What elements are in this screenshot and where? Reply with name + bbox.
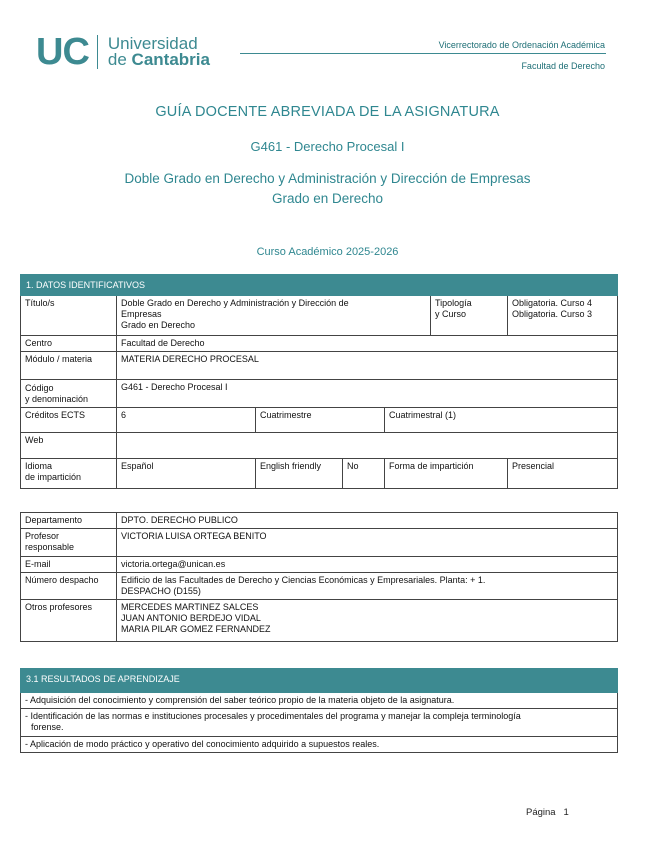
logo-line-2-prefix: de [107, 50, 127, 69]
responsable-label-line: responsable [25, 542, 75, 552]
otros-profesores-label: Otros profesores [21, 600, 117, 642]
despacho-label: Número despacho [21, 573, 117, 600]
logo-divider [97, 35, 98, 69]
despacho-value-line: DESPACHO (D155) [121, 586, 201, 596]
idioma-label-line: de impartición [25, 472, 82, 482]
tipologia-label-line: y Curso [435, 309, 467, 319]
centro-label: Centro [21, 336, 117, 352]
resultado-item: - Adquisición del conocimiento y comprensión del saber teórico propio de la materia objeto de la asignatura. [21, 693, 618, 709]
responsable-value: VICTORIA LUISA ORTEGA BENITO [117, 529, 618, 557]
otros-profesores-value [117, 600, 618, 642]
academic-year: Curso Académico 2025-2026 [256, 246, 399, 258]
departamento-value: DPTO. DERECHO PUBLICO [117, 513, 618, 529]
profesorado-table [20, 512, 618, 642]
departamento-label: Departamento [21, 513, 117, 529]
tipologia-label [431, 296, 508, 336]
idioma-label-line: Idioma [25, 461, 53, 471]
logo-wordmark [108, 36, 210, 68]
page-number-value: 1 [563, 807, 569, 818]
degree-title-2: Grado en Derecho [271, 191, 384, 206]
idioma-label [21, 459, 117, 489]
logo-line-1: Universidad [107, 34, 198, 53]
titulo-value-line: Empresas [121, 309, 162, 319]
responsable-label-line: Profesor [25, 531, 60, 541]
despacho-value-line: Edificio de las Facultades de Derecho y Ciencias Económicas y Empresariales. Planta: + 1. [121, 575, 486, 585]
resultado-item: - Aplicación de modo práctico y operativo del conocimiento adquirido a supuestos reales. [21, 737, 618, 753]
titulo-value-line: Doble Grado en Derecho y Administración y Dirección de [121, 298, 349, 308]
otro-profesor: MARIA PILAR GOMEZ FERNANDEZ [121, 624, 271, 634]
course-code-title: G461 - Derecho Procesal I [250, 139, 405, 154]
tipologia-value [508, 296, 618, 336]
titulo-label: Título/s [21, 296, 117, 336]
cuatrimestre-label: Cuatrimestre [256, 408, 385, 433]
resultados-table [20, 668, 618, 753]
faculty-label: Facultad de Derecho [521, 61, 605, 71]
codigo-value: G461 - Derecho Procesal I [117, 380, 618, 408]
page-label: Página [526, 807, 556, 818]
otro-profesor: MERCEDES MARTINEZ SALCES [121, 602, 259, 612]
creditos-value: 6 [117, 408, 256, 433]
forma-label: Forma de impartición [385, 459, 508, 489]
document-title: GUÍA DOCENTE ABREVIADA DE LA ASIGNATURA [155, 104, 500, 120]
creditos-label: Créditos ECTS [21, 408, 117, 433]
idioma-value: Español [117, 459, 256, 489]
resultado-line: forense. [31, 722, 64, 732]
vicerrectorado-label: Vicerrectorado de Ordenación Académica [438, 40, 605, 50]
modulo-label: Módulo / materia [21, 352, 117, 380]
logo-line-2 [108, 52, 210, 68]
degree-title-1: Doble Grado en Derecho y Administración y Dirección de Empresas [124, 171, 531, 186]
cuatrimestre-value: Cuatrimestral (1) [385, 408, 618, 433]
titulo-value [117, 296, 431, 336]
forma-value: Presencial [508, 459, 618, 489]
page-number [526, 807, 569, 818]
tipologia-label-line: Tipología [435, 298, 472, 308]
titulo-value-line: Grado en Derecho [121, 320, 196, 330]
despacho-value [117, 573, 618, 600]
tipologia-value-line: Obligatoria. Curso 3 [512, 309, 593, 319]
section-header-datos: 1. DATOS IDENTIFICATIVOS [21, 275, 618, 296]
logo-line-2-bold: Cantabria [131, 50, 210, 69]
resultado-line: - Identificación de las normas e instituciones procesales y procedimentales del programa y manejar la compleja terminología [25, 711, 521, 721]
section-header-resultados: 3.1 RESULTADOS DE APRENDIZAJE [21, 669, 618, 693]
modulo-value: MATERIA DERECHO PROCESAL [117, 352, 618, 380]
email-label: E-mail [21, 557, 117, 573]
codigo-label-line: y denominación [25, 394, 89, 404]
logo-mark: UC [36, 31, 89, 73]
codigo-label-line: Código [25, 383, 54, 393]
codigo-label [21, 380, 117, 408]
datos-identificativos-table [20, 274, 618, 489]
english-friendly-value: No [343, 459, 385, 489]
english-friendly-label: English friendly [256, 459, 343, 489]
otro-profesor: JUAN ANTONIO BERDEJO VIDAL [121, 613, 261, 623]
centro-value: Facultad de Derecho [117, 336, 618, 352]
web-value [117, 433, 618, 459]
web-label: Web [21, 433, 117, 459]
email-value[interactable]: victoria.ortega@unican.es [117, 557, 618, 573]
resultado-item [21, 709, 618, 737]
header-divider [240, 53, 606, 54]
responsable-label [21, 529, 117, 557]
university-logo [36, 31, 210, 73]
tipologia-value-line: Obligatoria. Curso 4 [512, 298, 593, 308]
